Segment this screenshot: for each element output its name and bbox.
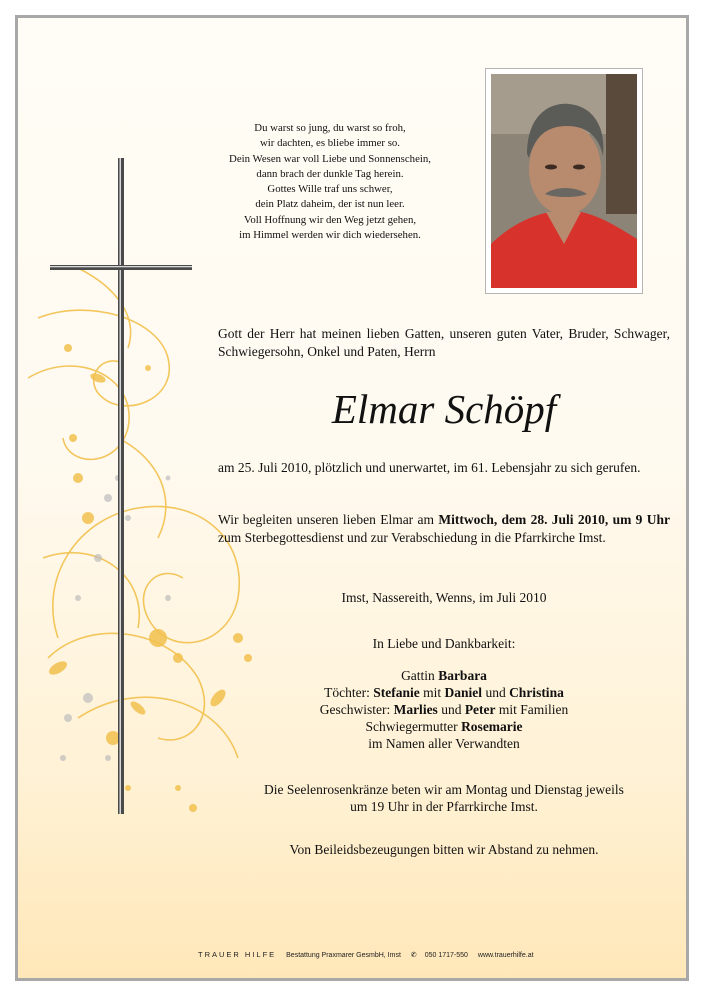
funeral-post: zum Sterbegottesdienst und zur Verabschiedung in die Pfarrkirche Imst. xyxy=(218,530,606,545)
place-date: Imst, Nassereith, Wenns, im Juli 2010 xyxy=(341,590,547,605)
funeral-date: Mittwoch, dem 28. Juli 2010, xyxy=(438,512,609,527)
portrait-frame xyxy=(485,68,643,294)
funeral-pre: Wir begleiten unseren lieben Elmar am xyxy=(218,512,435,527)
family-daughters xyxy=(218,684,670,701)
obituary-card xyxy=(15,15,689,981)
funeral-info xyxy=(218,511,670,547)
poem-line: dann brach der dunkle Tag herein. xyxy=(256,167,404,180)
condolence-note: Von Beileidsbezeugungen bitten wir Abstand zu nehmen. xyxy=(289,842,599,857)
daughter-name: Stefanie xyxy=(373,685,420,700)
cross-horizontal xyxy=(50,265,192,270)
spouse-name: Barbara xyxy=(438,668,487,683)
connector: und xyxy=(441,702,462,717)
footer-company: Bestattung Praxmarer GesmbH, Imst xyxy=(286,952,401,959)
mother-in-law-name: Rosemarie xyxy=(461,719,523,734)
family-list xyxy=(218,667,670,752)
intro-text: Gott der Herr hat meinen lieben Gatten, unseren guten Vater, Bruder, Schwager, Schwiegersohn, Onkel und Paten, Herrn xyxy=(218,326,670,359)
poem-line: Dein Wesen war voll Liebe und Sonnenschein, xyxy=(229,152,431,165)
death-notice: am 25. Juli 2010, plötzlich und unerwartet, im 61. Lebensjahr zu sich gerufen. xyxy=(218,460,641,475)
footer-website: www.trauerhilfe.at xyxy=(477,952,534,959)
deceased-name: Elmar Schöpf xyxy=(331,386,557,432)
family-mother-in-law xyxy=(218,718,670,735)
mother-in-law-label: Schwiegermutter xyxy=(365,719,458,734)
siblings-label: Geschwister: xyxy=(319,702,391,717)
daughters-label: Töchter: xyxy=(324,685,370,700)
family-siblings xyxy=(218,701,670,718)
footer-logo: TRAUER HILFE xyxy=(198,950,277,959)
siblings-suffix: mit Familien xyxy=(498,702,569,717)
sibling-name: Peter xyxy=(464,702,496,717)
spouse-label: Gattin xyxy=(401,668,435,683)
connector: und xyxy=(485,685,506,700)
poem-line: wir dachten, es bliebe immer so. xyxy=(259,137,401,150)
poem-line: Gottes Wille traf uns schwer, xyxy=(267,183,393,196)
poem-line: Du warst so jung, du warst so froh, xyxy=(254,122,406,134)
rosary-line: um 19 Uhr in der Pfarrkirche Imst. xyxy=(350,799,538,814)
footer-phone: 050 1717-550 xyxy=(424,952,468,959)
partner-name: Daniel xyxy=(444,685,483,700)
family-relatives: im Namen aller Verwandten xyxy=(368,736,520,751)
portrait-photo xyxy=(491,74,637,288)
memorial-poem xyxy=(200,121,460,243)
family-spouse xyxy=(218,667,670,684)
connector: mit xyxy=(423,685,442,700)
closing-line: In Liebe und Dankbarkeit: xyxy=(372,636,516,651)
rosary-line: Die Seelenrosenkränze beten wir am Montag und Dienstag jeweils xyxy=(264,782,624,797)
footer xyxy=(198,950,542,959)
sibling-name: Marlies xyxy=(393,702,438,717)
daughter-name: Christina xyxy=(509,685,564,700)
poem-line: dein Platz daheim, der ist nun leer. xyxy=(255,198,405,211)
phone-icon: ✆ xyxy=(410,952,417,959)
poem-line: Voll Hoffnung wir den Weg jetzt gehen, xyxy=(243,213,417,226)
poem-line: im Himmel werden wir dich wiedersehen. xyxy=(239,229,421,242)
rosary-info xyxy=(218,781,670,815)
funeral-time: um 9 Uhr xyxy=(612,512,670,527)
